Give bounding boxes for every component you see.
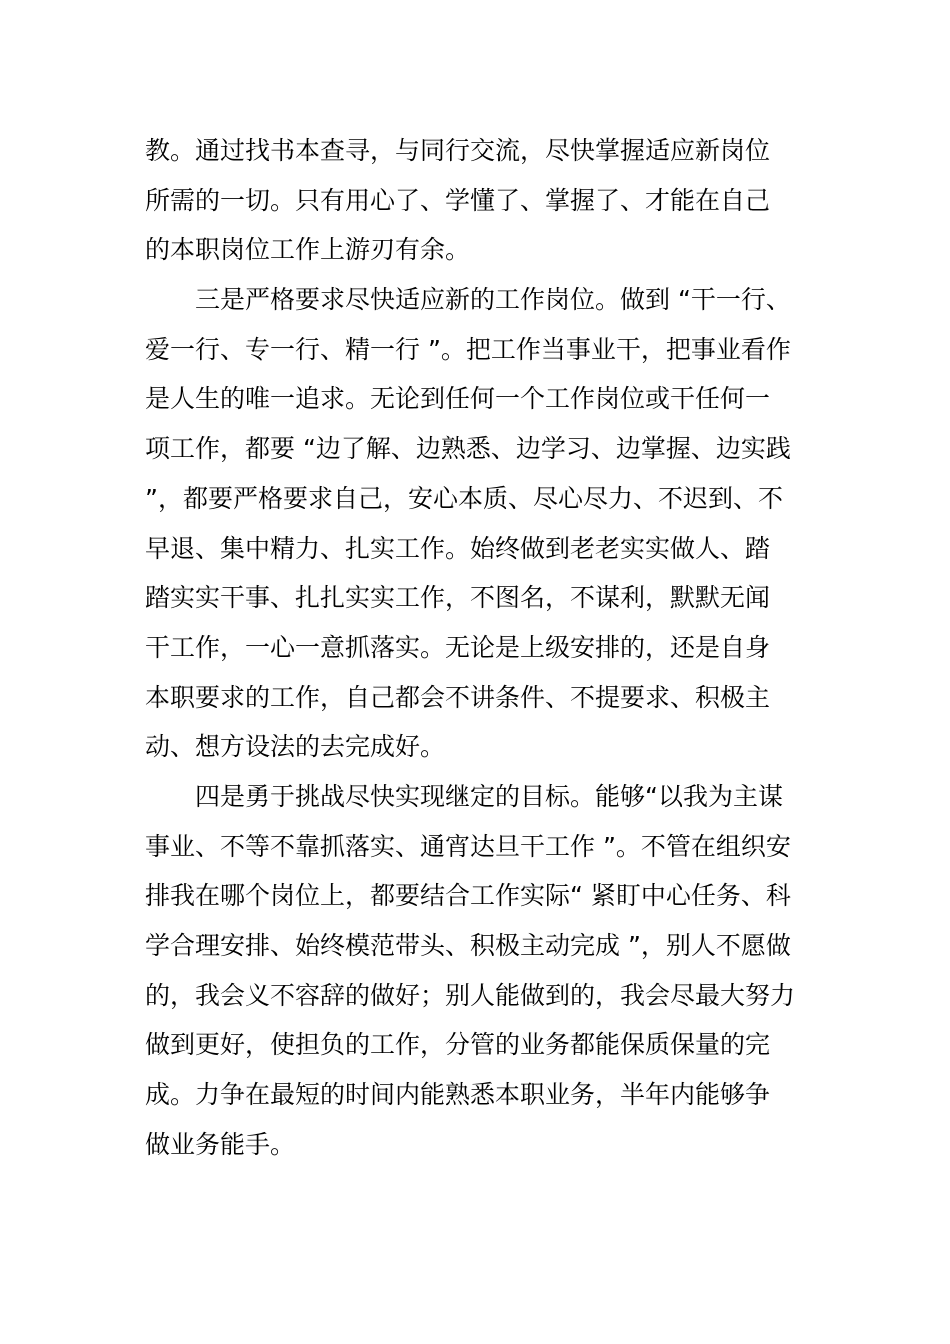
text-line-21: 做业务能手。 bbox=[145, 1129, 296, 1159]
text-line-11: 干工作，一心一意抓落实。无论是上级安排的，还是自身 bbox=[145, 632, 771, 662]
text-line-19: 做到更好，使担负的工作，分管的业务都能保质保量的完 bbox=[145, 1030, 771, 1060]
text-line-3: 的本职岗位工作上游刃有余。 bbox=[145, 235, 471, 265]
text-line-2: 所需的一切。只有用心了、学懂了、掌握了、才能在自己 bbox=[145, 185, 771, 215]
text-line-10: 踏实实干事、扎扎实实工作，不图名，不谋利，默默无闻 bbox=[145, 583, 771, 613]
text-line-5: 爱一行、专一行、精一行 ”。把工作当事业干，把事业看作 bbox=[145, 334, 791, 364]
text-line-15: 事业、不等不靠抓落实、通宵达旦干工作 ”。不管在组织安 bbox=[145, 831, 791, 861]
text-line-7: 项工作，都要 “边了解、边熟悉、边学习、边掌握、边实践 bbox=[145, 434, 791, 464]
text-line-6: 是人生的唯一追求。无论到任何一个工作岗位或干任何一 bbox=[145, 384, 771, 414]
document-body bbox=[145, 126, 815, 1169]
text-line-8: ”，都要严格要求自己，安心本质、尽心尽力、不迟到、不 bbox=[145, 483, 783, 513]
text-line-12: 本职要求的工作，自己都会不讲条件、不提要求、积极主 bbox=[145, 682, 771, 712]
text-line-20: 成。力争在最短的时间内能熟悉本职业务，半年内能够争 bbox=[145, 1080, 771, 1110]
text-line-1: 教。通过找书本查寻，与同行交流，尽快掌握适应新岗位 bbox=[145, 136, 771, 165]
text-line-18: 的，我会义不容辞的做好；别人能做到的，我会尽最大努力 bbox=[145, 980, 796, 1010]
paragraph-4-start: 四是勇于挑战尽快实现继定的目标。能够“以我为主谋 bbox=[195, 781, 783, 811]
text-line-13: 动、想方设法的去完成好。 bbox=[145, 732, 446, 762]
text-line-16: 排我在哪个岗位上，都要结合工作实际“ 紧盯中心任务、科 bbox=[145, 881, 791, 911]
text-line-9: 早退、集中精力、扎实工作。始终做到老老实实做人、踏 bbox=[145, 533, 771, 563]
text-line-17: 学合理安排、始终模范带头、积极主动完成 ”，别人不愿做 bbox=[145, 931, 791, 960]
paragraph-3-start: 三是严格要求尽快适应新的工作岗位。做到 “干一行、 bbox=[195, 285, 791, 315]
